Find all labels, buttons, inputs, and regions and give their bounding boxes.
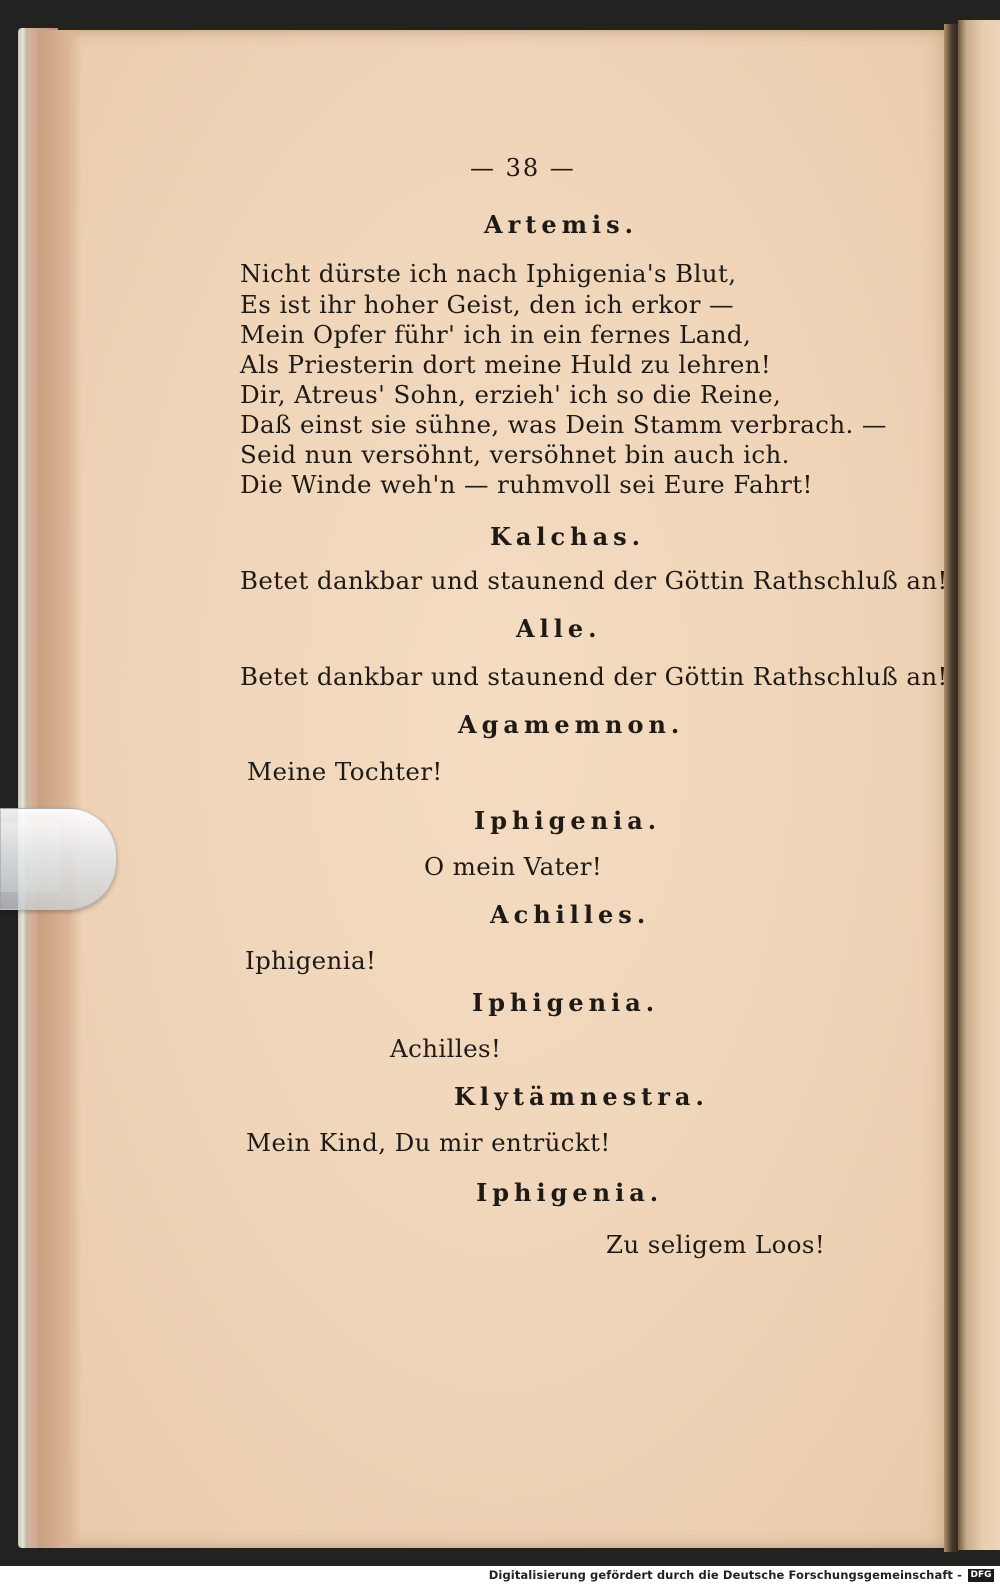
verse-line: Daß einst sie sühne, was Dein Stamm verbrach. — [240,410,887,439]
verse-line: Es ist ihr hoher Geist, den ich erkor — [240,290,734,319]
speaker-name: Artemis. [484,210,638,239]
verse-line: Betet dankbar und staunend der Göttin Rathschluß an! [240,662,948,691]
verse-line: Nicht dürste ich nach Iphigenia's Blut, [240,259,737,288]
speaker-name: Agamemnon. [458,710,685,739]
verse-line: Seid nun versöhnt, versöhnet bin auch ich. [240,440,790,469]
verse-line: Als Priesterin dort meine Huld zu lehren! [240,350,772,379]
verse-line: Meine Tochter! [247,757,443,786]
verse-line: Betet dankbar und staunend der Göttin Rathschluß an! [240,566,948,595]
verse-line: O mein Vater! [424,852,603,881]
speaker-name: Alle. [516,614,602,643]
speaker-name: Klytämnestra. [454,1082,709,1111]
verse-line: Mein Kind, Du mir entrückt! [246,1128,611,1157]
page-number: — 38 — [470,154,576,182]
funding-credit: Digitalisierung gefördert durch die Deutsche Forschungsgemeinschaft - [488,1568,962,1582]
verse-line: Iphigenia! [245,946,377,975]
dfg-logo: DFG [968,1569,994,1582]
verse-line: Achilles! [390,1034,502,1063]
verse-line: Mein Opfer führ' ich in ein fernes Land, [240,320,752,349]
verse-line: Dir, Atreus' Sohn, erzieh' ich so die Reine, [240,380,782,409]
verse-line: Zu seligem Loos! [606,1230,826,1259]
speaker-name: Iphigenia. [474,806,662,835]
page-clip [0,808,117,910]
book-page [38,30,956,1548]
page-edge-shadow [38,30,82,1548]
speaker-name: Achilles. [490,900,651,929]
speaker-name: Iphigenia. [476,1178,664,1207]
verse-line: Die Winde weh'n — ruhmvoll sei Eure Fahrt! [240,470,813,499]
speaker-name: Kalchas. [490,522,646,551]
speaker-name: Iphigenia. [472,988,660,1017]
facing-page-edge [958,20,1000,1550]
